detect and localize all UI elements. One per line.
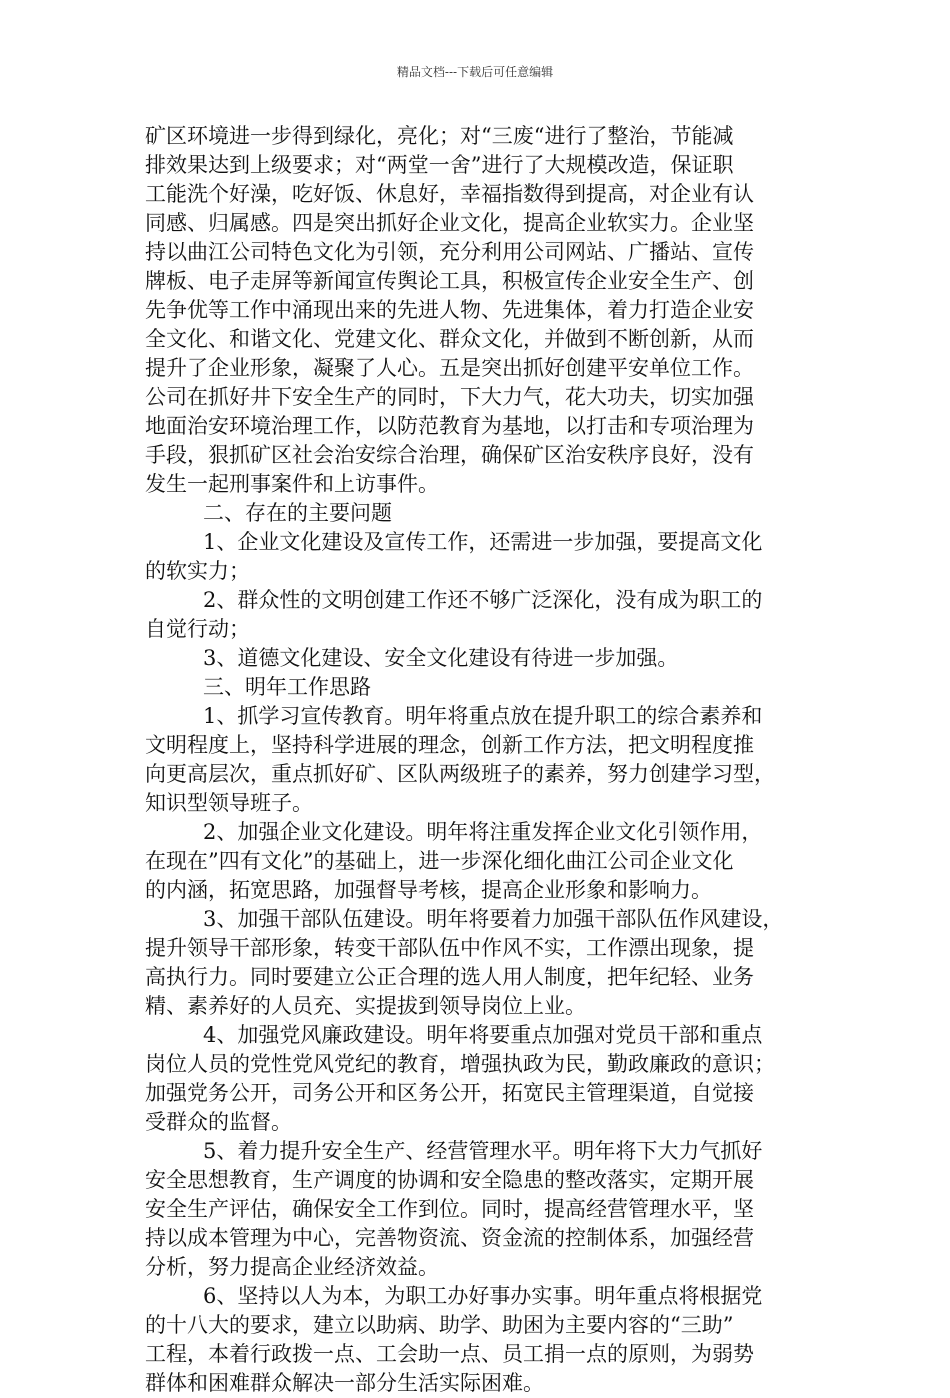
- text-line: 全文化、和谐文化、党建文化、群众文化，并做到不断创新，从而: [145, 327, 754, 351]
- text-line: 持以曲江公司特色文化为引领，充分利用公司网站、广播站、宣传: [145, 240, 754, 264]
- text-line: 同感、归属感。四是突出抓好企业文化，提高企业软实力。企业坚: [145, 211, 754, 235]
- text-line: 矿区环境进一步得到绿化，亮化；对“三废“进行了整治，节能减: [145, 124, 734, 148]
- text-line: 向更高层次，重点抓好矿、区队两级班子的素养，努力创建学习型，: [145, 762, 775, 786]
- page-header: 精品文档---下载后可任意编辑: [396, 65, 554, 79]
- text-line: 文明程度上，坚持科学进展的理念，创新工作方法，把文明程度推: [145, 733, 754, 757]
- text-line: 3、加强干部队伍建设。明年将要着力加强干部队伍作风建设，: [203, 907, 784, 931]
- text-line: 安全生产评估，确保安全工作到位。同时，提高经营管理水平，坚: [145, 1197, 754, 1221]
- text-line: 3、道德文化建设、安全文化建设有待进一步加强。: [203, 646, 679, 670]
- text-line: 知识型领导班子。: [145, 791, 313, 815]
- text-line: 1、抓学习宣传教育。明年将重点放在提升职工的综合素养和: [203, 704, 763, 728]
- text-line: 岗位人员的党性党风党纪的教育，增强执政为民，勤政廉政的意识；: [145, 1052, 775, 1076]
- text-line: 自觉行动；: [145, 617, 250, 641]
- text-line: 地面治安环境治理工作，以防范教育为基地，以打击和专项治理为: [145, 414, 754, 438]
- text-line: 工能洗个好澡，吃好饭、休息好，幸福指数得到提高，对企业有认: [145, 182, 754, 206]
- text-line: 群体和困难群众解决一部分生活实际困难。: [145, 1371, 544, 1395]
- text-line: 工程，本着行政拨一点、工会助一点、员工捐一点的原则，为弱势: [145, 1342, 754, 1366]
- text-line: 提升领导干部形象，转变干部队伍中作风不实，工作漂出现象，提: [145, 936, 754, 960]
- text-line: 牌板、电子走屏等新闻宣传舆论工具，积极宣传企业安全生产、创: [145, 269, 754, 293]
- text-line: 5、着力提升安全生产、经营管理水平。明年将下大力气抓好: [203, 1139, 763, 1163]
- text-line: 6、坚持以人为本，为职工办好事办实事。明年重点将根据党: [203, 1284, 763, 1308]
- text-line: 持以成本管理为中心，完善物资流、资金流的控制体系，加强经营: [145, 1226, 754, 1250]
- text-line: 4、加强党风廉政建设。明年将要重点加强对党员干部和重点: [203, 1023, 763, 1047]
- text-line: 安全思想教育，生产调度的协调和安全隐患的整改落实，定期开展: [145, 1168, 754, 1192]
- text-line: 2、加强企业文化建设。明年将注重发挥企业文化引领作用，: [203, 820, 763, 844]
- text-line: 分析，努力提高企业经济效益。: [145, 1255, 439, 1279]
- text-line: 的内涵，拓宽思路，加强督导考核，提高企业形象和影响力。: [145, 878, 712, 902]
- text-line: 的十八大的要求，建立以助病、助学、助困为主要内容的“三助”: [145, 1313, 734, 1337]
- text-line: 加强党务公开，司务公开和区务公开，拓宽民主管理渠道，自觉接: [145, 1081, 754, 1105]
- text-line: 受群众的监督。: [145, 1110, 292, 1134]
- text-line: 高执行力。同时要建立公正合理的选人用人制度，把年纪轻、业务: [145, 965, 754, 989]
- document-body: [145, 122, 815, 1398]
- text-line: 2、群众性的文明创建工作还不够广泛深化，没有成为职工的: [203, 588, 763, 612]
- text-line: 的软实力；: [145, 559, 250, 583]
- text-line: 发生一起刑事案件和上访事件。: [145, 472, 439, 496]
- text-line: 三、明年工作思路: [203, 675, 371, 699]
- text-line: 公司在抓好井下安全生产的同时，下大力气，花大功夫，切实加强: [145, 385, 754, 409]
- text-line: 在现在”四有文化”的基础上，进一步深化细化曲江公司企业文化: [145, 849, 734, 873]
- text-line: 二、存在的主要问题: [203, 501, 392, 525]
- text-line: 1、企业文化建设及宣传工作，还需进一步加强，要提高文化: [203, 530, 763, 554]
- text-line: 排效果达到上级要求；对“两堂一舍”进行了大规模改造，保证职: [145, 153, 734, 177]
- text-line: 手段，狠抓矿区社会治安综合治理，确保矿区治安秩序良好，没有: [145, 443, 754, 467]
- text-line: 精、素养好的人员充、实提拔到领导岗位上业。: [145, 994, 586, 1018]
- text-line: 先争优等工作中涌现出来的先进人物、先进集体，着力打造企业安: [145, 298, 754, 322]
- text-line: 提升了企业形象，凝聚了人心。五是突出抓好创建平安单位工作。: [145, 356, 754, 380]
